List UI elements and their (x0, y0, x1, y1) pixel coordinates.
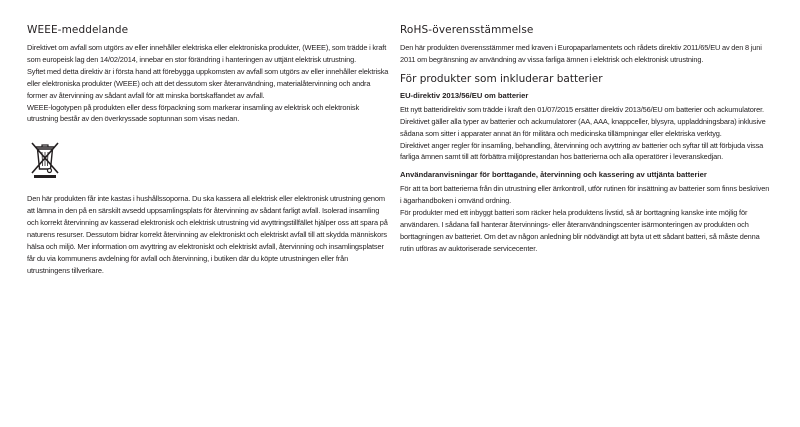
weee-paragraph-1: Direktivet om avfall som utgörs av eller innehåller elektriska eller elektroniska produkter, (WEEE), som trädde i kraft som europeisk lag den 14/02/2014, innebar en stor förändring i hanteringen av uttjänt elektrisk utrustning. (27, 43, 387, 64)
crossed-out-wheelie-bin-icon (27, 139, 63, 179)
left-column (27, 24, 391, 277)
rohs-paragraph: Den här produkten överensstämmer med kraven i Europaparlamentets och rådets direktiv 2011/65/EU av den 8 juni 2011 om begränsning av användning av vissa farliga ämnen i elektrisk och elektronisk utrustning. (400, 43, 762, 64)
right-column (400, 24, 772, 255)
weee-paragraph-2: Syftet med detta direktiv är i första hand att förebygga uppkomsten av avfall som utgörs av eller innehåller elektriska eller elektroniska produkter (WEEE) och att det dessutom sker återanvändning, materialåtervinning och andra former av återvinning av sådant avfall för att minska bortskaffandet av avfall. (27, 66, 389, 100)
instructions-paragraph-1: För att ta bort batterierna från din utrustning eller ärrkontroll, utför rutinen för insättning av batterier som finns beskriven i ägarhandboken i omvänd ordning. (400, 184, 770, 206)
eu-directive-paragraph-1: Ett nytt batteridirektiv som trädde i kraft den 01/07/2015 ersätter direktiv 2013/56/EU om batterier och ackumulatorer. Direktivet gäller alla typer av batterier och ackumulatorer (AA, AAA, knappceller, blysyra, uppladdningsbara) inklusive sådana som sitter i apparater annat än för militära och medicinska tillämpningar eller elektriska verktyg. (400, 104, 766, 138)
weee-paragraph-3: WEEE-logotypen på produkten eller dess förpackning som markerar insamling av elektrisk och elektronisk utrustning består av den överkryssade soptunnan som visas nedan. (27, 102, 360, 124)
rohs-heading: RoHS-överensstämmelse (400, 24, 534, 36)
instructions-paragraph-2: För produkter med ett inbyggt batteri som räcker hela produktens livstid, så är borttagning kanske inte möjlig för användaren. I sådana fall hanterar återvinnings- eller återanvändningscenter isärmonteringen av produkten och borttagningen av batteriet. Om det av någon anledning blir nödvändigt att byta ut ett sådant batteri, så måste denna rutin utföras av auktoriserade servicecenter. (400, 208, 760, 253)
eu-directive-heading: EU-direktiv 2013/56/EU om batterier (400, 90, 529, 100)
weee-heading: WEEE-meddelande (27, 24, 129, 36)
disposal-paragraph: Den här produkten får inte kastas i hushållssoporna. Du ska kassera all elektrisk eller elektronisk utrustning genom att lämna in den på en särskilt avsedd uppsamlingsplats för återvinning av sådant farligt avfall. Isolerad insamling och korrekt återvinning av kasserad elektronisk och elektrisk utrustning vid avyttringstillfället hjälper oss att spara på naturens resurser. Dessutom bidrar korrekt återvinning av elektroniskt och elektriskt avfall till att skydda människors hälsa och miljö. Mer information om avyttring av elektroniskt och elektriskt avfall, återvinning och insamlingsplatser får du via kommunens avdelning för avfall och återvinning, i butiken där du köpte utrustningen eller från utrustningens tillverkare. (27, 194, 388, 275)
eu-directive-paragraph-2: Direktivet anger regler för insamling, behandling, återvinning och avyttring av batterier och syftar till att förbjuda vissa farliga ämnen samt till att förbättra miljöprestandan hos batterierna och alla operatörer i leveranskedjan. (400, 140, 764, 162)
battery-heading: För produkter som inkluderar batterier (400, 72, 603, 85)
instructions-heading: Användaranvisningar för borttagande, återvinning och kassering av uttjänta batterier (400, 170, 707, 180)
